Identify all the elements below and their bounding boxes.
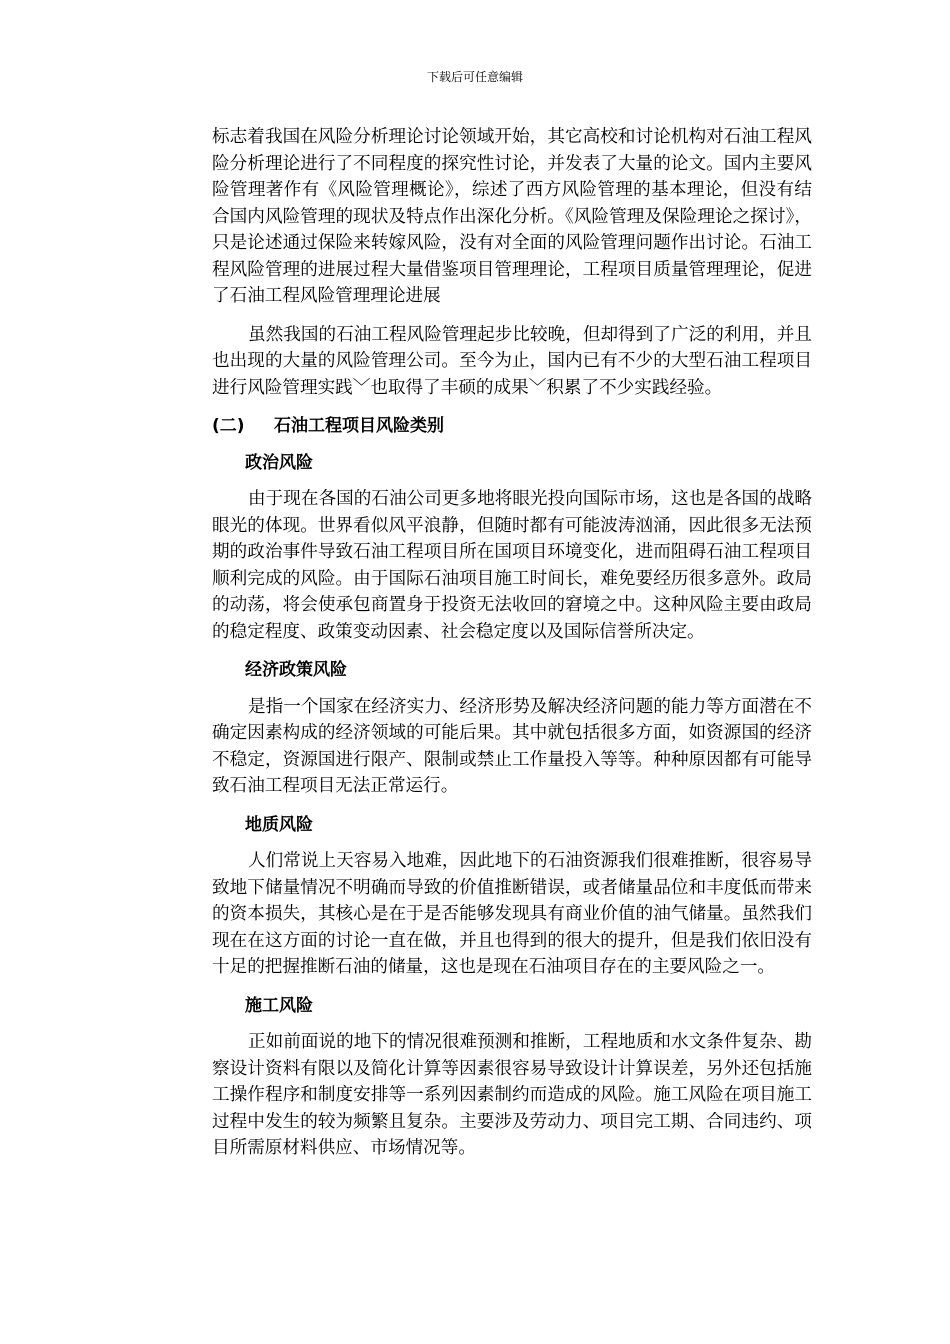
section-heading	[212, 413, 812, 440]
document-body	[212, 124, 812, 1162]
subheading-geological-risk: 地质风险	[245, 814, 313, 835]
paragraph-political-risk: 由于现在各国的石油公司更多地将眼光投向国际市场，这也是各国的战略眼光的体现。世界看似风平浪静，但随时都有可能波涛汹涌，因此很多无法预期的政治事件导致石油工程项目所在国项目环境变化，进而阻碍石油工程项目顺利完成的风险。由于国际石油项目施工时间长，难免要经历很多意外。政局的动荡，将会使承包商置身于投资无法收回的窘境之中。这种风险主要由政局的稳定程度、政策变动因素、社会稳定度以及国际信誉所决定。	[212, 489, 812, 642]
paragraph-construction-risk: 正如前面说的地下的情况很难预测和推断，工程地质和水文条件复杂、勘察设计资料有限以及简化计算等因素很容易导致设计计算误差，另外还包括施工操作程序和制度安排等一系列因素制约而造成的风险。施工风险在项目施工过程中发生的较为频繁且复杂。主要涉及劳动力、项目完工期、合同违约、项目所需原材料供应、市场情况等。	[212, 1032, 812, 1158]
subheading-construction-risk: 施工风险	[245, 995, 313, 1016]
paragraph-economic-policy-risk: 是指一个国家在经济实力、经济形势及解决经济问题的能力等方面潜在不确定因素构成的经济领域的可能后果。其中就包括很多方面，如资源国的经济不稳定，资源国进行限产、限制或禁止工作量投入等等。种种原因都有可能导致石油工程项目无法正常运行。	[212, 696, 812, 796]
subheading-political-risk: 政治风险	[245, 452, 313, 473]
paragraph-geological-risk: 人们常说上天容易入地难，因此地下的石油资源我们很难推断，很容易导致地下储量情况不明确而导致的价值推断错误，或者储量品位和丰度低而带来的资本损失，其核心是在于是否能够发现具有商业价值的油气储量。虽然我们现在在这方面的讨论一直在做，并且也得到的很大的提升，但是我们依旧没有十足的把握推断石油的储量，这也是现在石油项目存在的主要风险之一。	[212, 851, 812, 977]
section-number: (二)	[212, 416, 245, 436]
section-title: 石油工程项目风险类别	[274, 416, 444, 436]
paragraph-risk-management-development: 虽然我国的石油工程风险管理起步比较晚，但却得到了广泛的利用，并且也出现的大量的风险管理公司。至今为止，国内已有不少的大型石油工程项目进行风险管理实践﹀也取得了丰硕的成果﹀积累了不少实践经验。	[212, 324, 812, 398]
subheading-economic-policy-risk: 经济政策风险	[245, 660, 347, 680]
page-header: 下载后可任意编辑	[426, 70, 523, 84]
paragraph-intro-continuation: 标志着我国在风险分析理论讨论领域开始，其它高校和讨论机构对石油工程风险分析理论进行了不同程度的探究性讨论，并发表了大量的论文。国内主要风险管理著作有《风险管理概论》，综述了西方风险管理的基本理论，但没有结合国内风险管理的现状及特点作出深化分析。《风险管理及保险理论之探讨》，只是论述通过保险来转嫁风险，没有对全面的风险管理问题作出讨论。石油工程风险管理的进展过程大量借鉴项目管理理论，工程项目质量管理理论，促进了石油工程风险管理理论进展	[212, 127, 812, 306]
